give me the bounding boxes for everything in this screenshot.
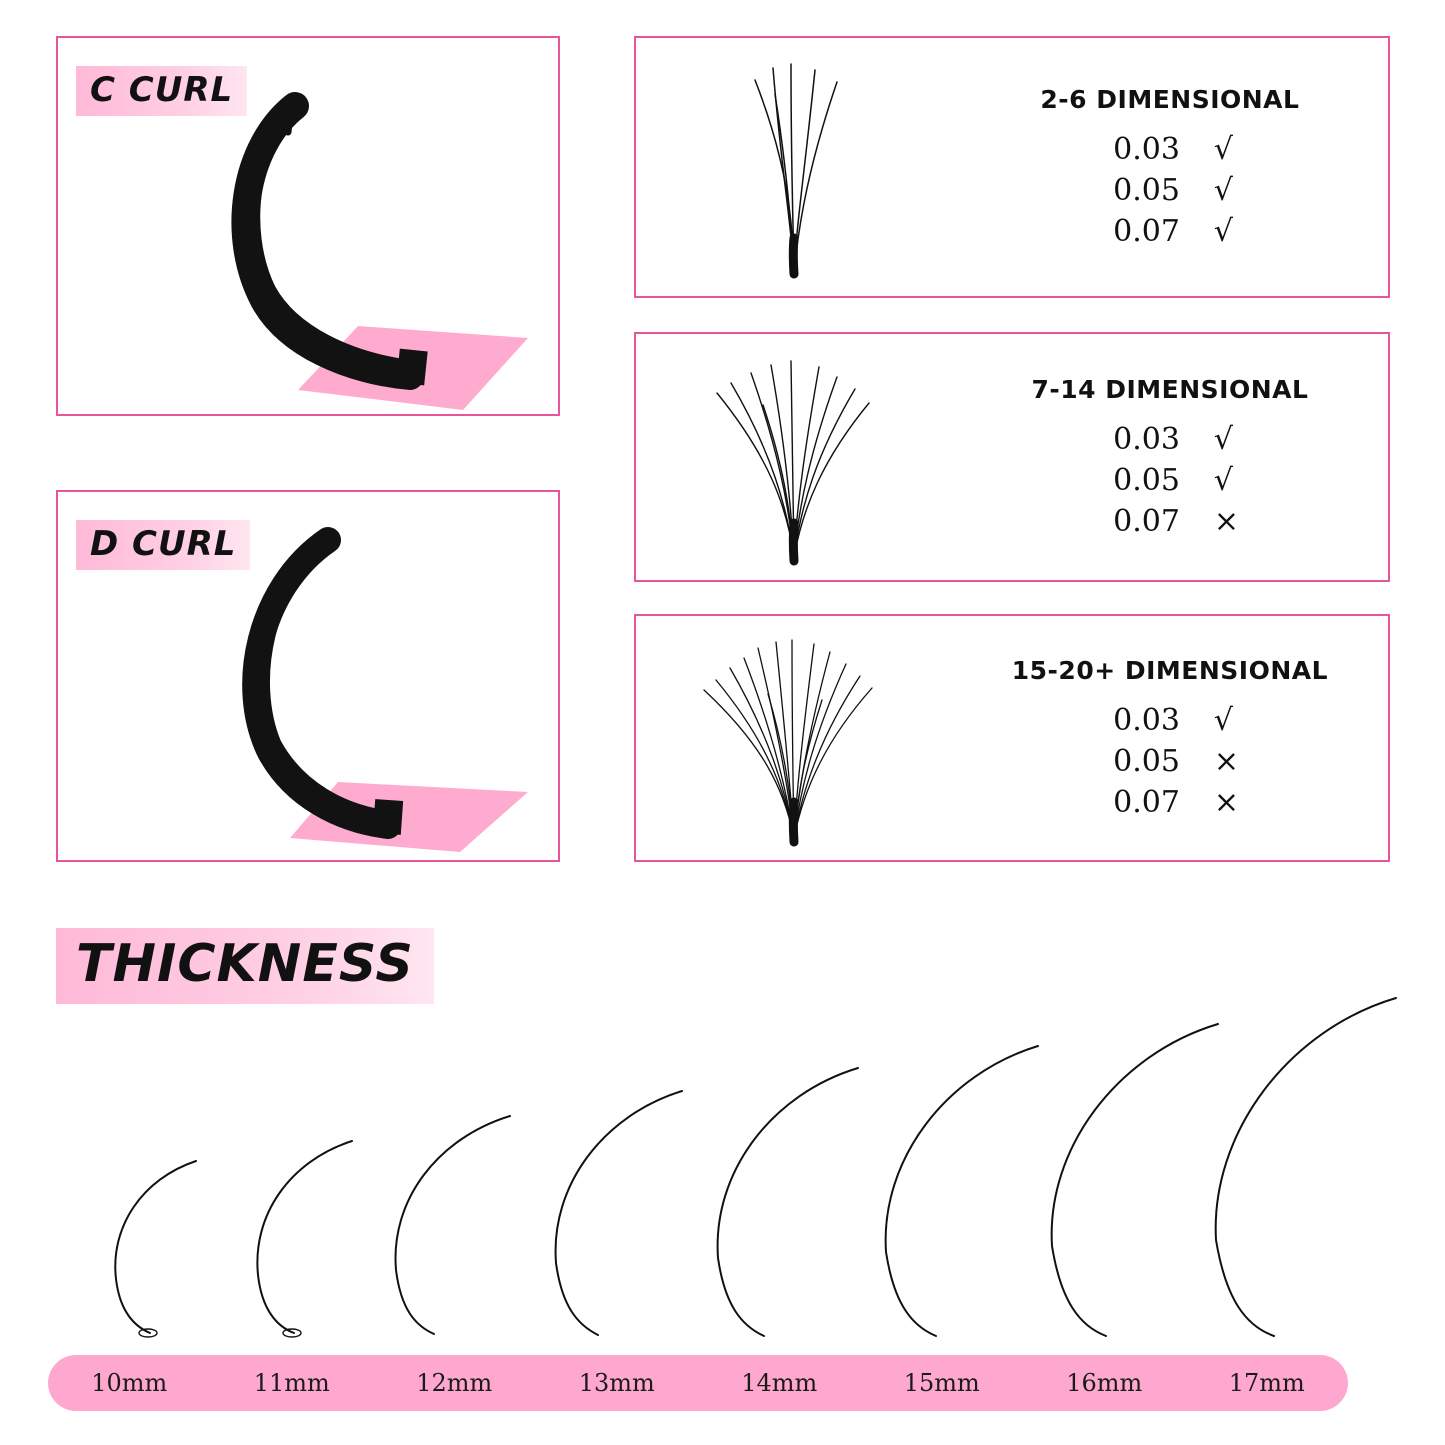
- availability-row: [1070, 744, 1270, 779]
- thickness-value: 0.07: [1113, 214, 1180, 249]
- availability-mark: √: [1213, 422, 1234, 457]
- thickness-label: THICKNESS: [76, 934, 414, 994]
- lash-curve-10mm: [76, 1155, 206, 1340]
- lash-length-illustrations: [48, 980, 1348, 1340]
- availability-row: [1070, 214, 1270, 249]
- size-label-10mm: 10mm: [91, 1369, 168, 1397]
- availability-mark: √: [1213, 703, 1234, 738]
- c-curl-panel: [56, 36, 560, 416]
- lash-curve-13mm: [518, 1085, 690, 1340]
- c-curl-label: C CURL: [90, 70, 234, 110]
- thickness-value: 0.03: [1113, 703, 1180, 738]
- size-label-14mm: 14mm: [741, 1369, 818, 1397]
- dimension-panel-2-6: [634, 36, 1390, 298]
- thickness-value: 0.07: [1113, 785, 1180, 820]
- size-label-16mm: 16mm: [1066, 1369, 1143, 1397]
- lash-curve-14mm: [680, 1062, 866, 1340]
- availability-mark: √: [1213, 173, 1234, 208]
- availability-row: [1070, 504, 1270, 539]
- thickness-value: 0.03: [1113, 422, 1180, 457]
- lash-curve-11mm: [220, 1135, 360, 1340]
- availability-mark: √: [1213, 463, 1234, 498]
- d-curl-label: D CURL: [90, 524, 237, 564]
- dimension-info-7-14: [952, 334, 1388, 580]
- thickness-value: 0.07: [1113, 504, 1180, 539]
- dimension-title: 7-14 DIMENSIONAL: [1031, 375, 1309, 404]
- dimension-panel-7-14: [634, 332, 1390, 582]
- d-curl-panel: [56, 490, 560, 862]
- availability-mark: √: [1213, 132, 1234, 167]
- dimension-info-2-6: [952, 38, 1388, 296]
- size-label-15mm: 15mm: [903, 1369, 980, 1397]
- thickness-availability-list: [1070, 132, 1270, 249]
- fan-illustration-2-6: [636, 38, 952, 296]
- size-label-11mm: 11mm: [253, 1369, 330, 1397]
- availability-row: [1070, 703, 1270, 738]
- availability-row: [1070, 132, 1270, 167]
- availability-mark: ×: [1213, 504, 1240, 539]
- thickness-value: 0.05: [1113, 744, 1180, 779]
- lash-size-scale-bar: [48, 1355, 1348, 1411]
- size-label-12mm: 12mm: [416, 1369, 493, 1397]
- dimension-title: 15-20+ DIMENSIONAL: [1011, 656, 1329, 685]
- c-curl-illustration: [58, 38, 562, 418]
- dimension-info-15-20: [952, 616, 1388, 860]
- fan-illustration-7-14: [636, 334, 952, 580]
- d-curl-illustration: [58, 492, 562, 864]
- dimension-title: 2-6 DIMENSIONAL: [1040, 85, 1300, 114]
- size-label-17mm: 17mm: [1228, 1369, 1305, 1397]
- lash-curve-12mm: [358, 1110, 518, 1340]
- availability-mark: ×: [1213, 785, 1240, 820]
- fan-illustration-15-20: [636, 616, 952, 860]
- availability-mark: √: [1213, 214, 1234, 249]
- availability-row: [1070, 463, 1270, 498]
- dimension-panel-15-20: [634, 614, 1390, 862]
- availability-row: [1070, 173, 1270, 208]
- thickness-availability-list: [1070, 422, 1270, 539]
- availability-mark: ×: [1213, 744, 1240, 779]
- thickness-availability-list: [1070, 703, 1270, 820]
- availability-row: [1070, 422, 1270, 457]
- thickness-value: 0.03: [1113, 132, 1180, 167]
- size-label-13mm: 13mm: [578, 1369, 655, 1397]
- lash-curve-17mm: [1178, 992, 1404, 1340]
- thickness-value: 0.05: [1113, 173, 1180, 208]
- thickness-value: 0.05: [1113, 463, 1180, 498]
- availability-row: [1070, 785, 1270, 820]
